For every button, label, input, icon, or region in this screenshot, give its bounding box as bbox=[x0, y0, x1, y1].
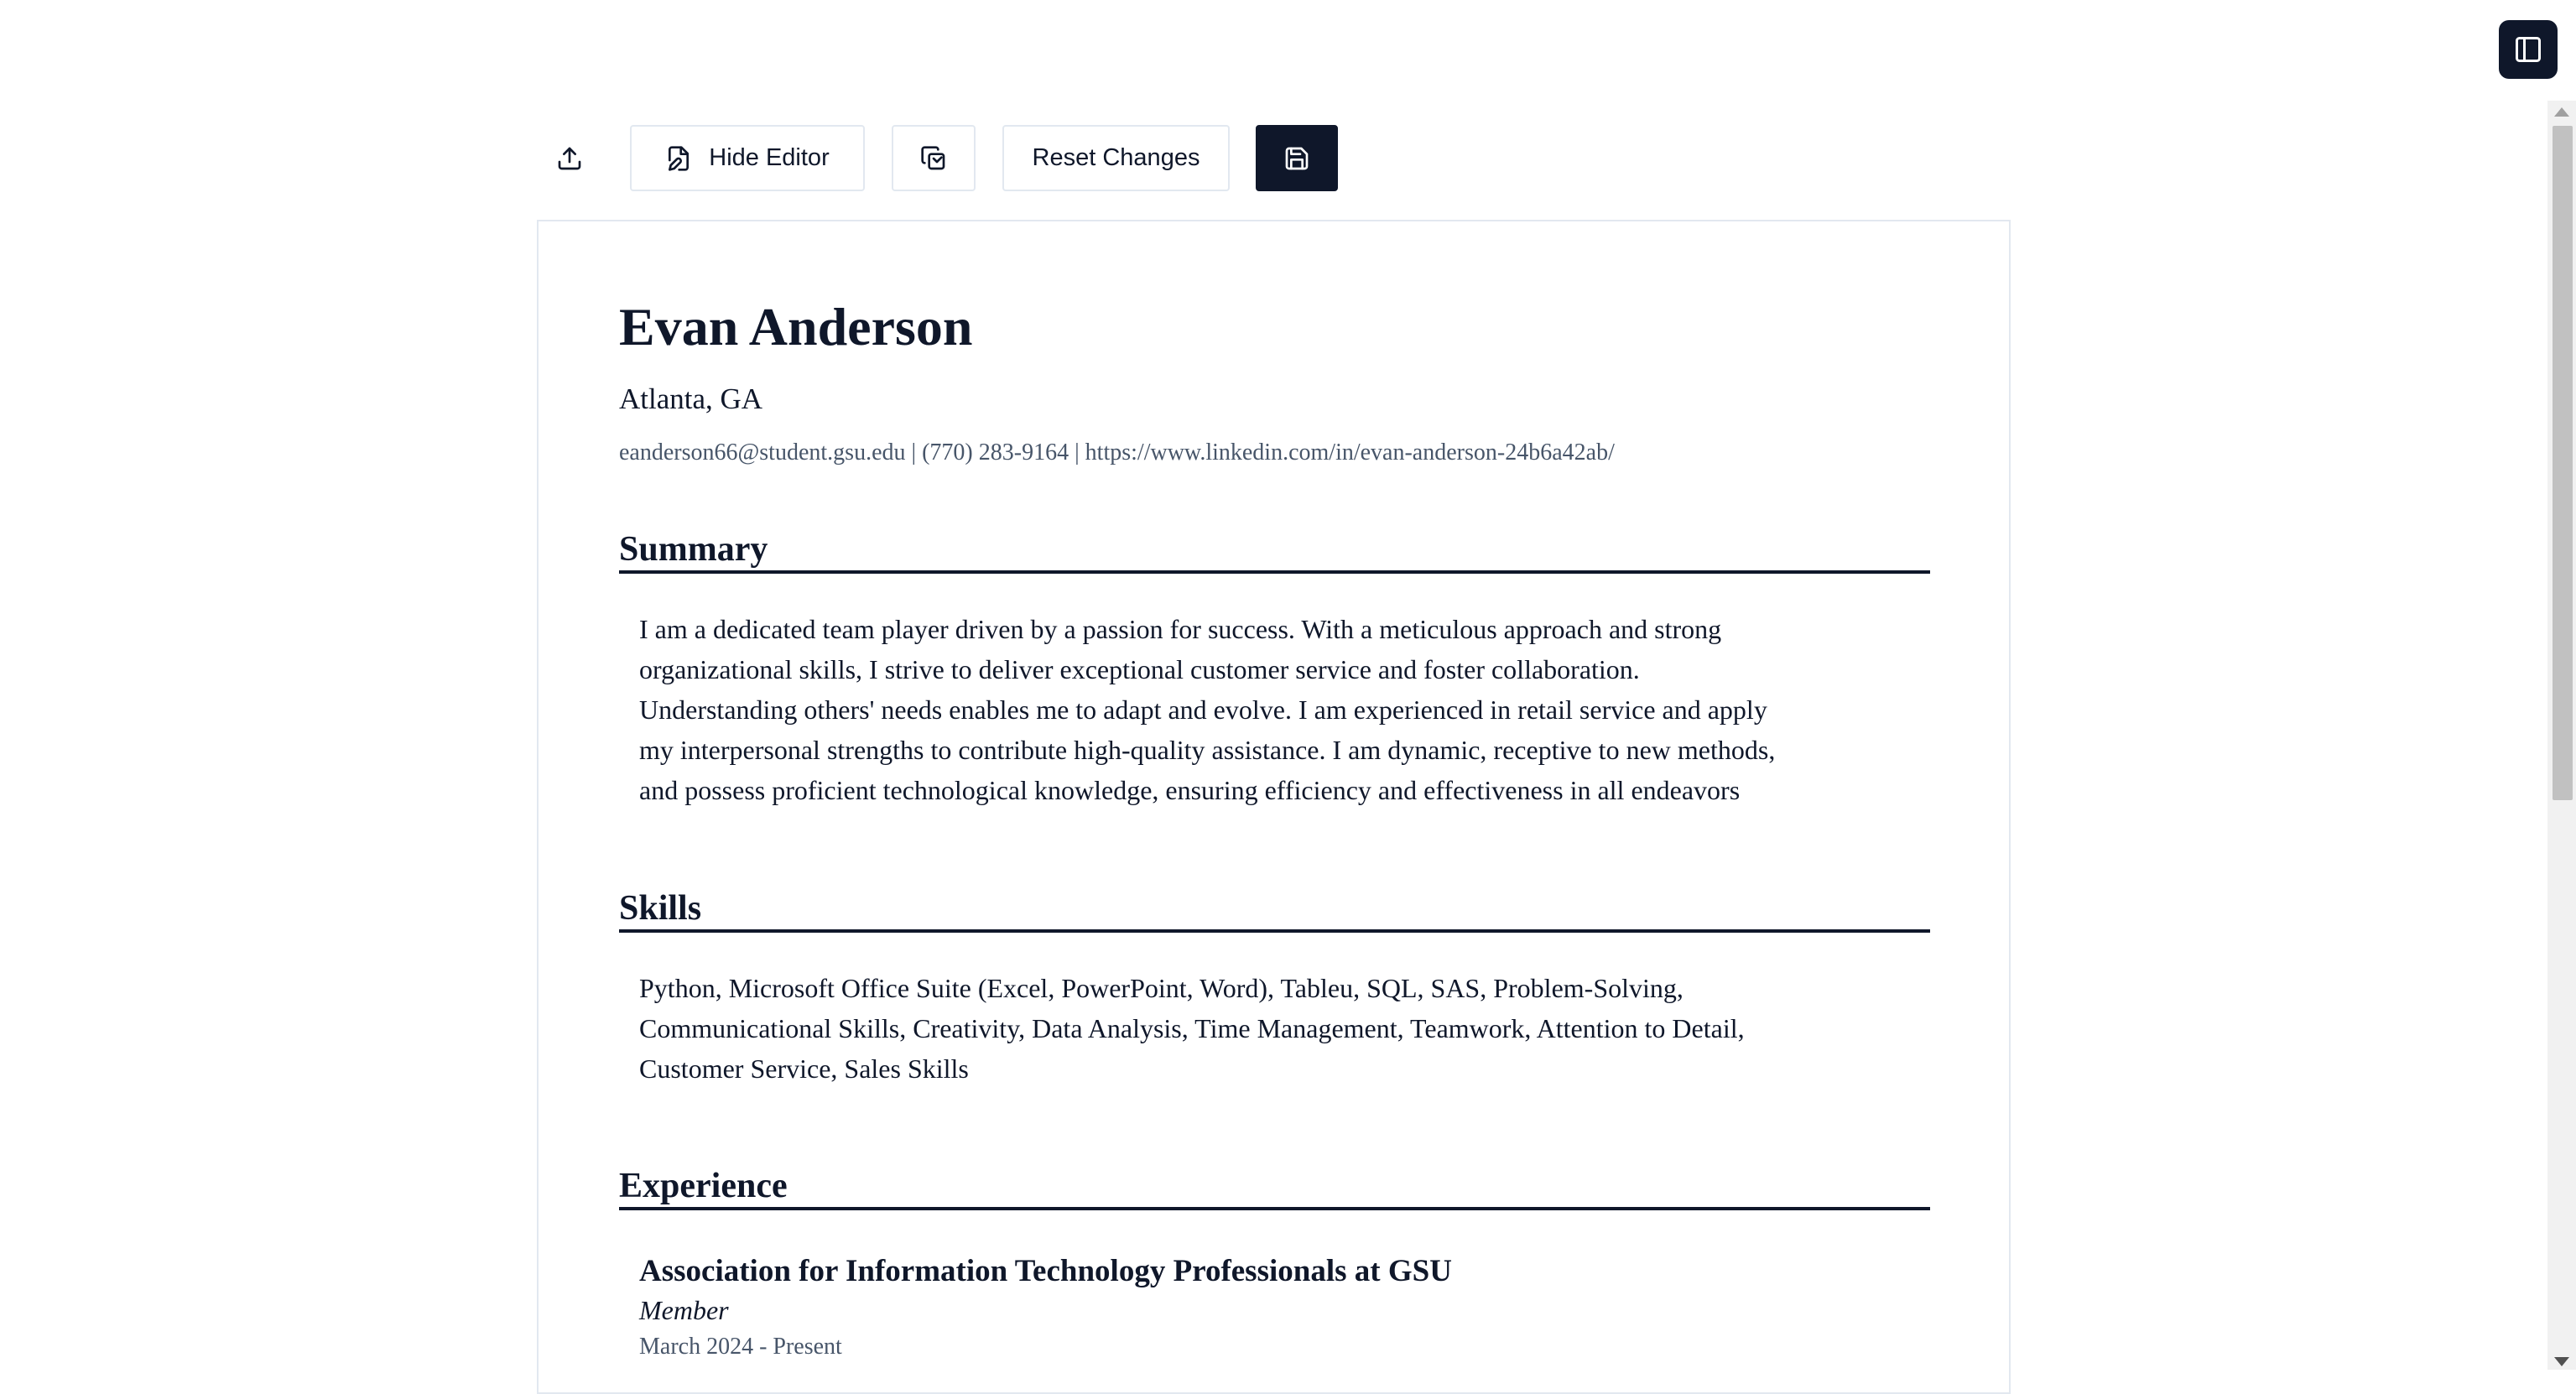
experience-role: Member bbox=[639, 1295, 729, 1325]
file-edit-icon bbox=[665, 145, 692, 172]
summary-line: I am a dedicated team player driven by a passion for success. With a meticulous approach and strong bbox=[639, 614, 1722, 644]
resume-contact: eanderson66@student.gsu.edu | (770) 283-9164 | https://www.linkedin.com/in/evan-anderson-24b6a42ab/ bbox=[619, 440, 1615, 466]
sidebar-toggle-button[interactable] bbox=[2499, 20, 2558, 79]
upload-icon bbox=[556, 145, 583, 172]
summary-heading: Summary bbox=[619, 530, 768, 569]
summary-line: Understanding others' needs enables me to adapt and evolve. I am experienced in retail service and apply bbox=[639, 694, 1767, 725]
experience-org: Association for Information Technology Professionals at GSU bbox=[639, 1254, 1452, 1288]
experience-dates: March 2024 - Present bbox=[639, 1334, 842, 1360]
sidebar-toggle-icon bbox=[2513, 34, 2543, 65]
scrollbar[interactable] bbox=[2547, 101, 2576, 1370]
experience-heading: Experience bbox=[619, 1167, 788, 1205]
skills-text bbox=[639, 968, 1914, 1089]
reset-changes-label: Reset Changes bbox=[1032, 144, 1200, 171]
reset-changes-button[interactable] bbox=[1002, 125, 1230, 191]
scrollbar-thumb[interactable] bbox=[2553, 126, 2573, 800]
skills-divider bbox=[619, 929, 1930, 933]
skills-line: Communicational Skills, Creativity, Data Analysis, Time Management, Teamwork, Attention to Detail, bbox=[639, 1013, 1745, 1043]
save-button[interactable] bbox=[1256, 125, 1338, 191]
scroll-down-arrow-icon[interactable] bbox=[2554, 1357, 2569, 1366]
hide-editor-label: Hide Editor bbox=[709, 144, 830, 171]
skills-line: Customer Service, Sales Skills bbox=[639, 1053, 969, 1084]
copy-icon bbox=[920, 145, 947, 172]
upload-button[interactable] bbox=[538, 125, 601, 191]
hide-editor-button[interactable] bbox=[630, 125, 865, 191]
resume-name: Evan Anderson bbox=[619, 297, 973, 356]
summary-line: my interpersonal strengths to contribute high-quality assistance. I am dynamic, receptive to new methods, bbox=[639, 735, 1776, 765]
resume-location: Atlanta, GA bbox=[619, 382, 763, 415]
summary-divider bbox=[619, 570, 1930, 574]
skills-heading: Skills bbox=[619, 889, 702, 928]
skills-line: Python, Microsoft Office Suite (Excel, PowerPoint, Word), Tableu, SQL, SAS, Problem-Solving, bbox=[639, 973, 1684, 1003]
scroll-up-arrow-icon[interactable] bbox=[2554, 107, 2569, 117]
save-icon bbox=[1283, 145, 1310, 172]
summary-line: organizational skills, I strive to deliver exceptional customer service and foster collaboration. bbox=[639, 654, 1640, 684]
experience-divider bbox=[619, 1207, 1930, 1210]
resume-preview bbox=[537, 220, 2011, 1394]
summary-text bbox=[639, 609, 1914, 810]
copy-button[interactable] bbox=[892, 125, 976, 191]
summary-line: and possess proficient technological knowledge, ensuring efficiency and effectiveness in all endeavors bbox=[639, 775, 1741, 805]
